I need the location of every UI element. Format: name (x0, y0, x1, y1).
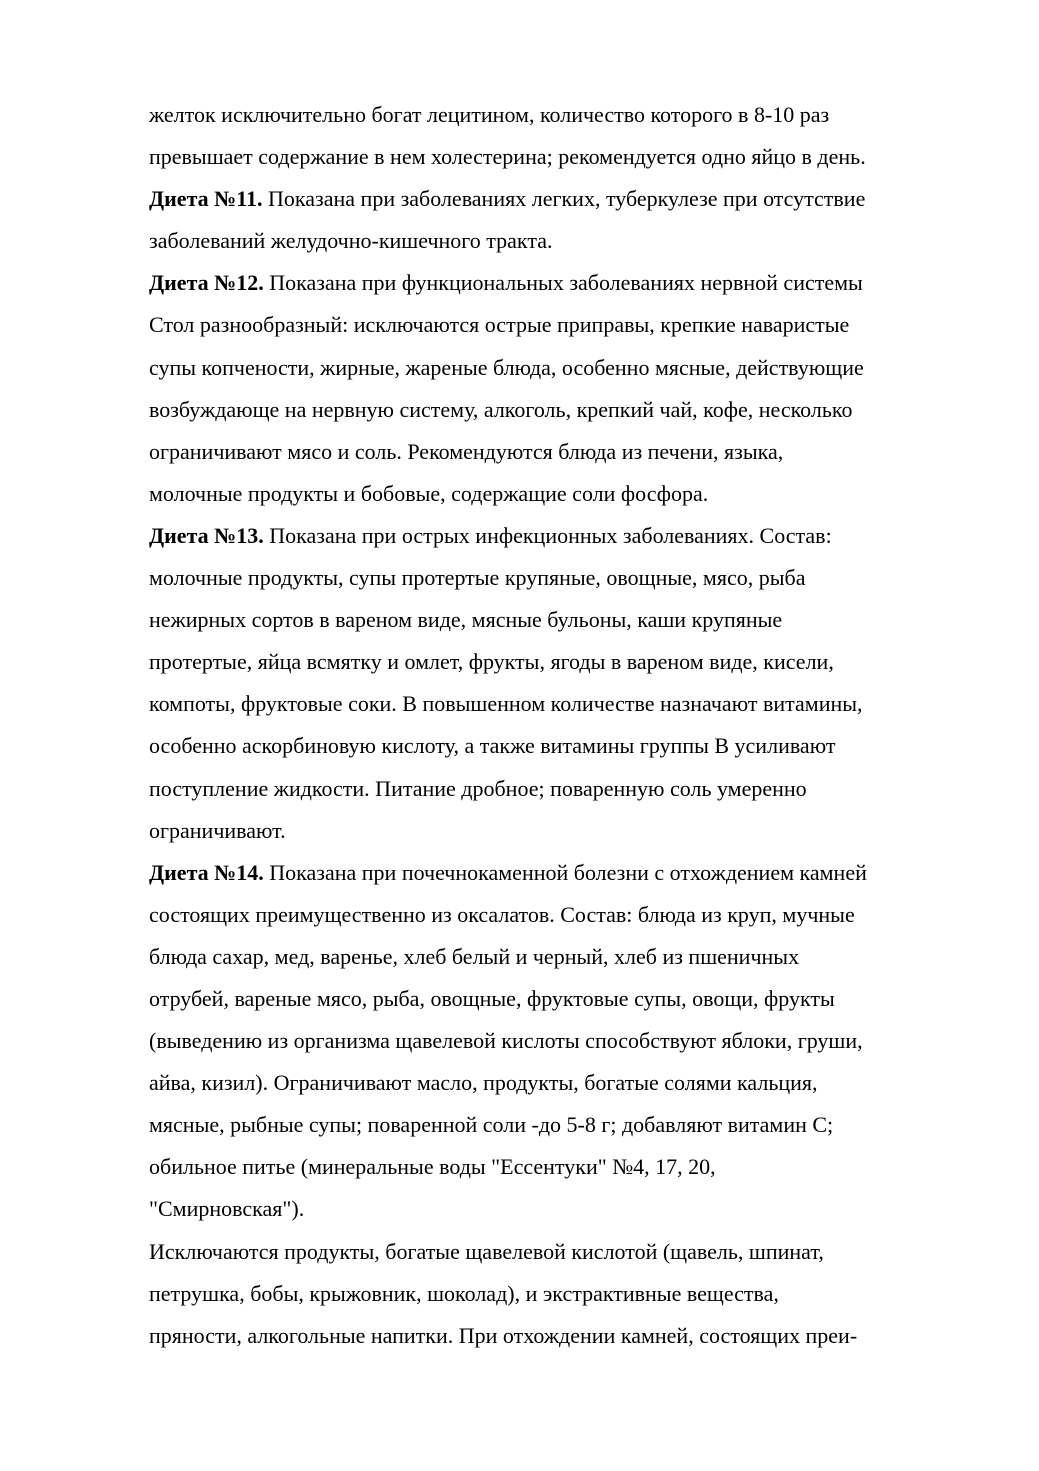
text-line (149, 725, 969, 767)
text-line (149, 978, 969, 1020)
text-line (149, 1273, 969, 1315)
line-text: протертые, яйца всмятку и омлет, фрукты, ягоды в вареном виде, кисели, (149, 649, 834, 675)
line-text: Показана при заболеваниях легких, туберкулезе при отсутствие (262, 186, 866, 212)
text-line (149, 641, 969, 683)
text-line (149, 1146, 969, 1188)
text-line (149, 768, 969, 810)
diet-heading: Диета №14. (149, 859, 264, 885)
line-text: желток исключительно богат лецитином, количество которого в 8-10 раз (149, 102, 830, 127)
line-text: состоящих преимущественно из оксалатов. Состав: блюда из круп, мучные (149, 901, 855, 927)
line-text: обильное питье (минеральные воды "Ессентуки" №4, 17, 20, (149, 1154, 716, 1180)
text-line (149, 304, 969, 346)
text-line (149, 1020, 969, 1062)
line-text: Показана при острых инфекционных заболеваниях. Состав: (263, 522, 832, 548)
text-line (149, 389, 969, 431)
line-text: Показана при почечнокаменной болезни с отхождением камней (263, 859, 867, 885)
text-line (149, 178, 969, 220)
line-text: ограничивают. (149, 817, 286, 843)
line-text: блюда сахар, мед, варенье, хлеб белый и черный, хлеб из пшеничных (149, 943, 800, 969)
text-line (149, 557, 969, 599)
line-text: пряности, алкогольные напитки. При отхождении камней, состоящих преи- (149, 1322, 858, 1348)
text-line (149, 431, 969, 473)
line-text: айва, кизил). Ограничивают масло, продукты, богатые солями кальция, (149, 1070, 818, 1096)
diet-heading: Диета №12. (149, 270, 264, 296)
line-text: особенно аскорбиновую кислоту, а также витамины группы В усиливают (149, 733, 836, 759)
line-text: Стол разнообразный: исключаются острые приправы, крепкие наваристые (149, 312, 850, 338)
line-text: компоты, фруктовые соки. В повышенном количестве назначают витамины, (149, 691, 863, 717)
text-line (149, 683, 969, 725)
text-line (149, 262, 969, 304)
line-text: возбуждающе на нервную систему, алкоголь, крепкий чай, кофе, несколько (149, 396, 853, 422)
text-line (149, 1104, 969, 1146)
text-line (149, 852, 969, 894)
line-text: превышает содержание в нем холестерина; рекомендуется одно яйцо в день. (149, 144, 866, 170)
line-text: нежирных сортов в вареном виде, мясные бульоны, каши крупяные (149, 607, 783, 633)
line-text: Исключаются продукты, богатые щавелевой кислотой (щавель, шпинат, (149, 1238, 824, 1264)
line-text: отрубей, вареные мясо, рыба, овощные, фруктовые супы, овощи, фрукты (149, 985, 835, 1011)
diet-heading: Диета №11. (149, 186, 263, 212)
text-line (149, 810, 969, 852)
text-line (149, 1062, 969, 1104)
body-text (149, 94, 969, 1357)
text-line (149, 599, 969, 641)
diet-heading: Диета №13. (149, 522, 264, 548)
line-text: супы копчености, жирные, жареные блюда, особенно мясные, действующие (149, 354, 864, 380)
line-text: поступление жидкости. Питание дробное; поваренную соль умеренно (149, 775, 807, 801)
text-line (149, 94, 969, 136)
line-text: Показана при функциональных заболеваниях нервной системы (263, 270, 863, 296)
text-line (149, 473, 969, 515)
text-line (149, 515, 969, 557)
line-text: (выведению из организма щавелевой кислоты способствуют яблоки, груши, (149, 1028, 863, 1054)
text-line (149, 136, 969, 178)
line-text: "Смирновская"). (149, 1196, 305, 1222)
line-text: мясные, рыбные супы; поваренной соли -до 5-8 г; добавляют витамин С; (149, 1112, 834, 1138)
text-line (149, 220, 969, 262)
line-text: ограничивают мясо и соль. Рекомендуются блюда из печени, языка, (149, 438, 784, 464)
line-text: петрушка, бобы, крыжовник, шоколад), и экстрактивные вещества, (149, 1280, 779, 1306)
text-line (149, 1315, 969, 1357)
line-text: молочные продукты и бобовые, содержащие соли фосфора. (149, 480, 709, 506)
text-line (149, 1231, 969, 1273)
line-text: молочные продукты, супы протертые крупяные, овощные, мясо, рыба (149, 565, 806, 591)
line-text: заболеваний желудочно-кишечного тракта. (149, 228, 553, 254)
text-line (149, 894, 969, 936)
text-line (149, 1188, 969, 1230)
text-line (149, 936, 969, 978)
text-line (149, 347, 969, 389)
